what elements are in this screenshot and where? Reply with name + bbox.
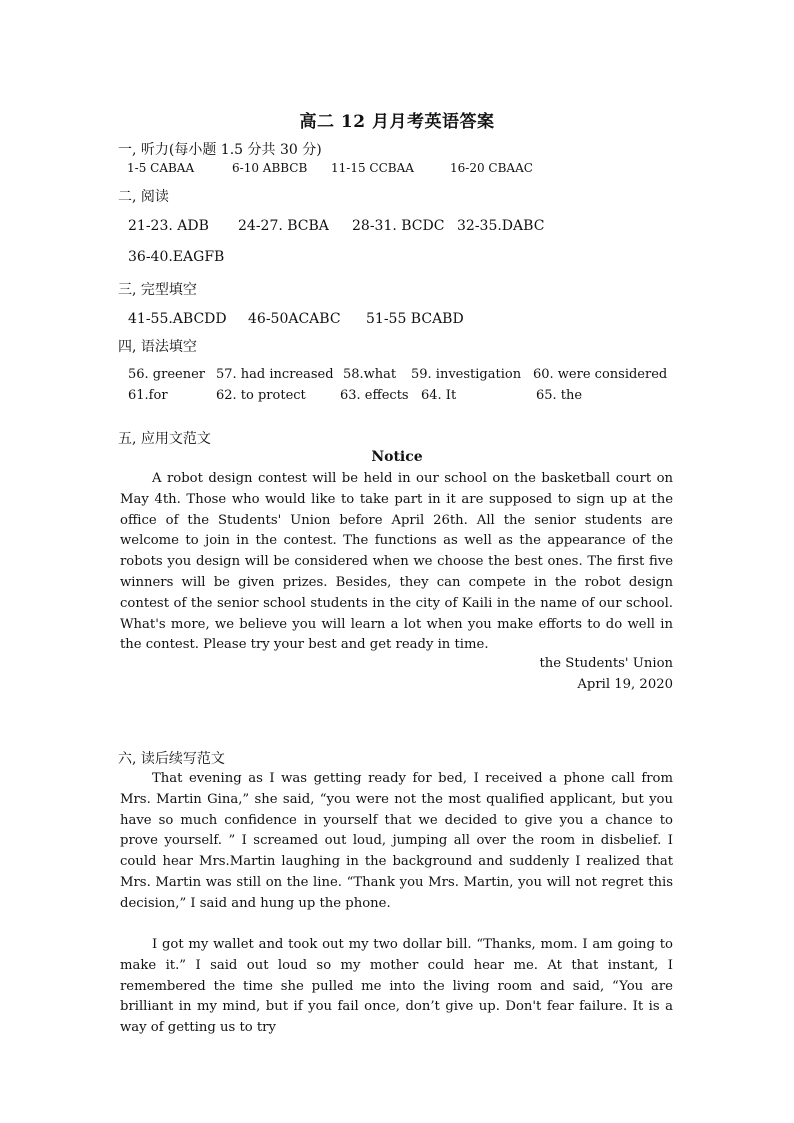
cloze-answer: 46-50ACABC <box>248 311 341 327</box>
listening-answer: 16-20 CBAAC <box>450 161 533 175</box>
reading-answer: 21-23. ADB <box>128 218 209 234</box>
grammar-answer: 62. to protect <box>216 388 306 403</box>
grammar-answer: 64. It <box>421 388 457 403</box>
reading-answer: 32-35.DABC <box>457 218 545 234</box>
listening-answer: 1-5 CABAA <box>127 161 195 175</box>
notice-signature: the Students' Union <box>539 656 673 671</box>
grammar-answer: 65. the <box>536 388 583 403</box>
cloze-answer: 51-55 BCABD <box>366 311 464 327</box>
grammar-answer: 57. had increased <box>216 367 334 382</box>
listening-answer: 6-10 ABBCB <box>232 161 308 175</box>
grammar-answer: 56. greener <box>128 367 206 382</box>
section-writing-heading: 五, 应用文范文 <box>118 431 211 447</box>
section-reading-heading: 二, 阅读 <box>118 189 169 205</box>
reading-answer: 24-27. BCBA <box>238 218 329 234</box>
listening-answer: 11-15 CCBAA <box>331 161 414 175</box>
grammar-answer: 61.for <box>128 388 168 403</box>
continuation-body-2 <box>120 935 673 1039</box>
continuation-paragraph-2: I got my wallet and took out my two dollar bill. “Thanks, mom. I am going to make it.” I said out loud so my mother could hear me. At that instant, I remembered the time she pulled me into the living room and said, “You are brilliant in my mind, but if you fail once, don’t give up. Don't fear failure. It is a way of getting us to try <box>120 937 673 1036</box>
notice-body <box>120 469 673 656</box>
page-title: 高二 12 月月考英语答案 <box>299 112 495 132</box>
grammar-answer: 63. effects <box>340 388 409 403</box>
section-grammar-heading: 四, 语法填空 <box>118 339 197 355</box>
grammar-answer: 59. investigation <box>411 367 522 382</box>
section-listening-heading: 一, 听力(每小题 1.5 分共 30 分) <box>118 142 322 158</box>
notice-date: April 19, 2020 <box>577 677 673 692</box>
reading-answer: 28-31. BCDC <box>352 218 445 234</box>
section-continuation-heading: 六, 读后续写范文 <box>118 751 225 767</box>
reading-answer: 36-40.EAGFB <box>128 249 225 265</box>
section-cloze-heading: 三, 完型填空 <box>118 282 197 298</box>
continuation-paragraph-1: That evening as I was getting ready for bed, I received a phone call from Mrs. Martin Gina,” she said, “you were not the most qualified applicant, but you have so much confidence in yourself that we decided to give you a chance to prove yourself. ” I screamed out loud, jumping all over the room in disbelief. I could hear Mrs.Martin laughing in the background and suddenly I realized that Mrs. Martin was still on the line. “Thank you Mrs. Martin, you will not regret this decision,” I said and hung up the phone. <box>120 771 673 911</box>
grammar-answer: 58.what <box>343 367 397 382</box>
notice-paragraph: A robot design contest will be held in our school on the basketball court on May 4th. Those who would like to take part in it are supposed to sign up at the office of the Students' Union before April 26th. All the senior students are welcome to join in the contest. The functions as well as the appearance of the robots you design will be considered when we choose the best ones. The first five winners will be given prizes. Besides, they can compete in the robot design contest of the senior school students in the city of Kaili in the name of our school. What's more, we believe you will learn a lot when you make efforts to do well in the contest. Please try your best and get ready in time. <box>120 471 673 653</box>
grammar-answer: 60. were considered <box>533 367 668 382</box>
notice-title: Notice <box>371 449 423 465</box>
cloze-answer: 41-55.ABCDD <box>128 311 227 327</box>
continuation-body <box>120 769 673 915</box>
